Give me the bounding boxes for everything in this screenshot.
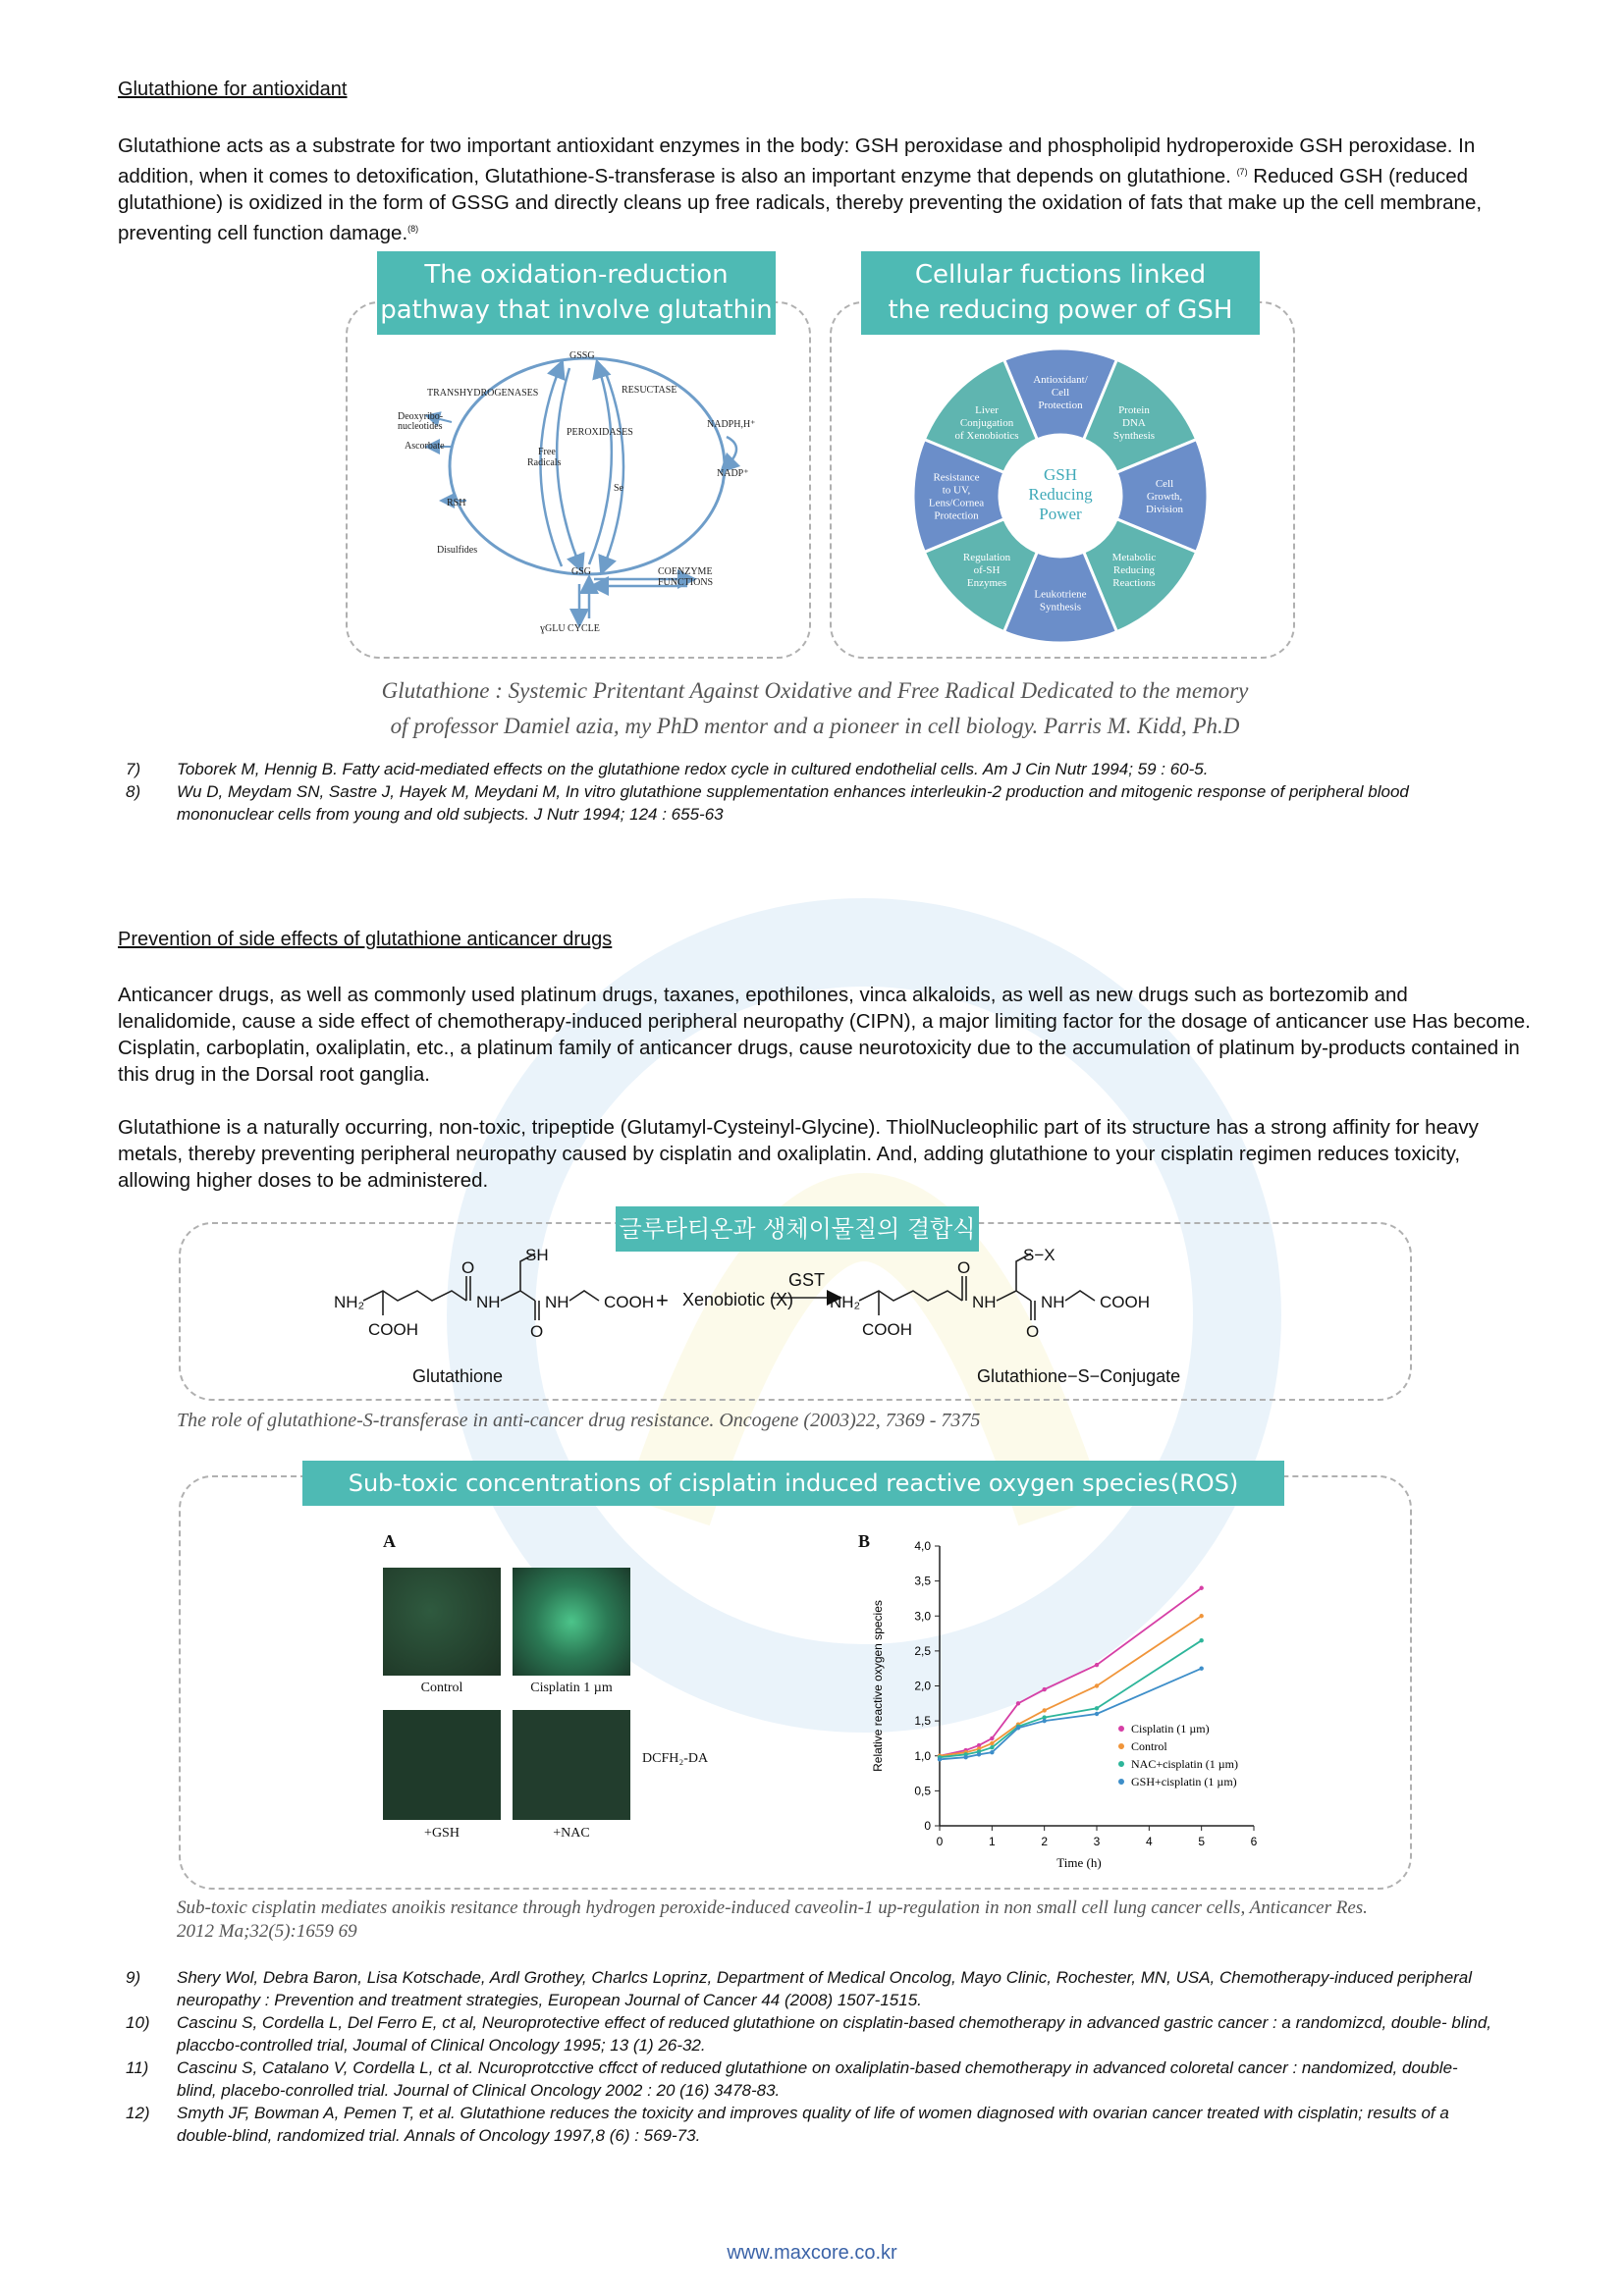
- y-tick-label: 3,0: [914, 1609, 931, 1624]
- wheel-segment-label: Antioxidant/: [1033, 374, 1088, 386]
- wheel-segment-label: Reactions: [1112, 576, 1156, 589]
- reference-item: [126, 758, 1540, 780]
- svg-text:NH₂: NH₂: [334, 1293, 365, 1311]
- wheel-segment-label: Enzymes: [966, 576, 1007, 589]
- wheel-title: Cellular fuctions linked the reducing power of GSH: [861, 251, 1260, 335]
- wheel-segment-label: Regulation: [962, 551, 1011, 563]
- references-1: [126, 758, 1540, 826]
- x-tick-label: 4: [1145, 1835, 1153, 1848]
- redox-cycle-diagram: [393, 339, 785, 643]
- data-point: [938, 1757, 942, 1761]
- reaction-title: 글루타티온과 생체이물질의 결합식: [616, 1206, 979, 1252]
- reference-item: [126, 780, 1540, 826]
- wheel-segment-label: DNA: [1122, 417, 1146, 430]
- wheel-segment-label: Division: [1146, 504, 1183, 515]
- svg-text:NH: NH: [1041, 1293, 1065, 1311]
- svg-text:GSSG: GSSG: [569, 350, 595, 361]
- svg-text:Glutathione−S−Conjugate: Glutathione−S−Conjugate: [977, 1366, 1181, 1386]
- data-point: [963, 1755, 967, 1759]
- reference-text: Wu D, Meydam SN, Sastre J, Hayek M, Meydani M, In vitro glutathione supplementation enhances interleukin-2 production and mitogenic response of peripheral blood mononuclear cells from young and old subjects. J Nutr 1994; 124 : 655-63: [177, 782, 1409, 824]
- img-label-cisplatin: Cisplatin 1 µm: [530, 1681, 613, 1695]
- reference-item: [126, 2011, 1540, 2056]
- reference-text: Cascinu S, Cordella L, Del Ferro E, ct al, Neuroprotective effect of reduced glutathione on cisplatin-based chemotherapy in advanced gastric cancer : a randomizcd, double- blind, placcbo-controlled trial, Joumal of Clinical Oncology 1995; 13 (1) 26-32.: [177, 2013, 1491, 2055]
- reference-item: [126, 2056, 1540, 2102]
- micrograph-gsh: [383, 1710, 501, 1820]
- svg-text:COOH: COOH: [604, 1293, 654, 1311]
- svg-text:O: O: [1026, 1322, 1040, 1341]
- data-point: [990, 1741, 994, 1745]
- reference-number: 7): [126, 760, 141, 778]
- wheel-segment-label: Metabolic: [1111, 551, 1157, 563]
- section2-paragraph-1: Anticancer drugs, as well as commonly used platinum drugs, taxanes, epothilones, vinca alkaloids, as well as new drugs such as bortezomib and lenalidomide, cause a side effect of chemotherapy-induced peripheral neuropathy (CIPN), a major limiting factor for the dosage of anticancer use Has become. Cisplatin, carboplatin, oxaliplatin, etc., a platinum family of anticancer drugs, cause neurotoxicity due to the accumulation of platinum by-products contained in this drug in the Dorsal root ganglia.: [118, 984, 1531, 1086]
- svg-text:O: O: [957, 1258, 971, 1277]
- svg-text:FUNCTIONS: FUNCTIONS: [658, 577, 714, 588]
- reference-number: 9): [126, 1968, 141, 1987]
- svg-text:PEROXIDASES: PEROXIDASES: [567, 427, 633, 438]
- svg-text:Radicals: Radicals: [527, 457, 562, 468]
- reference-text: Cascinu S, Catalano V, Cordella L, ct al. Ncuroprotcctive cffcct of reduced glutathione on oxaliplatin-based chemotherapy in advanced coloretal cancer : nandomized, double-blind, placebo-conrolled trial. Journal of Clinical Oncology 2002 : 20 (16) 3478-83.: [177, 2058, 1458, 2100]
- data-point: [990, 1736, 994, 1740]
- legend-marker: [1118, 1726, 1124, 1732]
- svg-text:NH: NH: [476, 1293, 501, 1311]
- svg-text:nucleotides: nucleotides: [398, 421, 443, 432]
- reference-number: 10): [126, 2013, 150, 2032]
- reference-number: 8): [126, 782, 141, 801]
- wheel-segment-label: Leukotriene: [1034, 588, 1087, 601]
- data-point: [990, 1745, 994, 1749]
- wheel-center-label: GSH: [1043, 465, 1078, 484]
- wheel-segment-label: Cell: [1051, 387, 1070, 399]
- x-tick-label: 5: [1198, 1835, 1206, 1848]
- svg-text:Disulfides: Disulfides: [437, 545, 478, 556]
- micrograph-nac: [513, 1710, 630, 1820]
- data-point: [1042, 1719, 1046, 1723]
- y-axis-label: Relative reactive oxygen species: [871, 1600, 885, 1772]
- micrograph-cisplatin: [513, 1568, 630, 1676]
- svg-text:NH₂: NH₂: [830, 1293, 861, 1311]
- section2-heading: Prevention of side effects of glutathione anticancer drugs: [118, 929, 613, 950]
- svg-text:O: O: [530, 1322, 544, 1341]
- reference-number: 12): [126, 2104, 150, 2122]
- data-point: [1095, 1683, 1099, 1687]
- reference-item: [126, 1966, 1540, 2011]
- wheel-segment-label: Protection: [1038, 400, 1083, 411]
- section2-paragraph-2: Glutathione is a naturally occurring, non-toxic, tripeptide (Glutamyl-Cysteinyl-Glycine). ThiolNucleophilic part of its structure has a strong affinity for heavy metals, thereby preventing peripheral neuropathy caused by cisplatin and oxaliplatin. And, adding glutathione to your cisplatin regimen reduces toxicity, allowing higher doses to be administered.: [118, 1116, 1479, 1192]
- svg-text:GST: GST: [788, 1270, 826, 1290]
- legend-marker: [1118, 1779, 1124, 1785]
- svg-text:O: O: [461, 1258, 475, 1277]
- wheel-segment-label: of-SH: [973, 563, 1001, 576]
- data-point: [1016, 1701, 1020, 1705]
- figure3-caption: Sub-toxic cisplatin mediates anoikis resitance through hydrogen peroxide-induced caveolin-1 up-regulation in non small cell lung cancer cells, Anticancer Res. 2012 Ma;32(5):1659 69: [177, 1897, 1368, 1942]
- svg-text:NADPH,H⁺: NADPH,H⁺: [707, 419, 756, 430]
- data-point: [1016, 1726, 1020, 1730]
- legend-label: GSH+cisplatin (1 µm): [1131, 1775, 1237, 1789]
- img-label-nac: +NAC: [553, 1826, 590, 1841]
- img-label-control: Control: [420, 1681, 463, 1695]
- data-point: [1199, 1614, 1203, 1618]
- svg-text:RSH: RSH: [447, 498, 466, 508]
- dcfh-label: DCFH₂-DA: [642, 1751, 709, 1766]
- legend-label: NAC+cisplatin (1 µm): [1131, 1757, 1239, 1771]
- legend-label: Control: [1131, 1739, 1167, 1753]
- y-tick-label: 2,5: [914, 1643, 931, 1658]
- section1-paragraph: Glutathione acts as a substrate for two important antioxidant enzymes in the body: GSH peroxidase and phospholipid hydroperoxide GSH peroxidase. In addition, when it comes to detoxification, Glutathione-S-transferase is also an important enzyme that depends on glutathione. $^{(7)}$ Reduced GSH (reduced glutathione) is oxidized in the form of GSSG and directly cleans up free radicals, thereby preventing the oxidation of fats that make up the cell membrane, preventing cell function damage.$^{(8)}$: [118, 134, 1483, 244]
- svg-text:NADP⁺: NADP⁺: [717, 468, 749, 479]
- x-axis-label: Time (h): [1056, 1855, 1102, 1870]
- pathway-title: The oxidation-reduction pathway that involve glutathin: [377, 251, 776, 335]
- svg-text:NH: NH: [545, 1293, 569, 1311]
- y-tick-label: 1,0: [914, 1748, 931, 1763]
- ros-line-chart: [864, 1526, 1276, 1870]
- wheel-segment-label: Protection: [934, 509, 979, 522]
- micrograph-control: [383, 1568, 501, 1676]
- x-tick-label: 3: [1093, 1835, 1101, 1848]
- section1-heading: Glutathione for antioxidant: [118, 79, 348, 100]
- legend-label: Cisplatin (1 µm): [1131, 1722, 1210, 1735]
- y-tick-label: 4,0: [914, 1539, 931, 1553]
- img-label-gsh: +GSH: [424, 1826, 460, 1841]
- wheel-segment-label: Conjugation: [959, 417, 1014, 430]
- svg-text:GSG: GSG: [571, 566, 592, 577]
- data-point: [977, 1752, 981, 1756]
- data-point: [1042, 1687, 1046, 1691]
- svg-text:Se: Se: [614, 483, 623, 494]
- gsh-function-wheel: [908, 344, 1213, 648]
- legend-marker: [1118, 1743, 1124, 1749]
- svg-text:NH: NH: [972, 1293, 997, 1311]
- svg-text:Glutathione: Glutathione: [412, 1366, 504, 1386]
- data-point: [1199, 1586, 1203, 1590]
- svg-text:COENZYME: COENZYME: [658, 566, 713, 577]
- wheel-segment-label: Reducing: [1112, 563, 1156, 576]
- y-tick-label: 3,5: [914, 1574, 931, 1588]
- reference-item: [126, 2102, 1540, 2147]
- legend-marker: [1118, 1761, 1124, 1767]
- ros-title: Sub-toxic concentrations of cisplatin induced reactive oxygen species(ROS) generation: [302, 1461, 1284, 1506]
- data-point: [1199, 1638, 1203, 1642]
- x-tick-label: 6: [1250, 1835, 1258, 1848]
- reference-text: Shery Wol, Debra Baron, Lisa Kotschade, Ardl Grothey, Charlcs Loprinz, Department of Medical Oncolog, Mayo Clinic, Rochester, MN, USA, Chemotherapy-induced peripheral neuropathy : Prevention and treatment strategies, European Journal of Cancer 44 (2008) 1507-1515.: [177, 1968, 1473, 2009]
- svg-text:COOH: COOH: [862, 1320, 912, 1339]
- svg-text:+: +: [656, 1288, 669, 1312]
- data-point: [990, 1750, 994, 1754]
- figure2-caption: The role of glutathione-S-transferase in anti-cancer drug resistance. Oncogene (2003)22, 7369 - 7375: [177, 1410, 981, 1431]
- wheel-segment-label: to UV,: [942, 484, 971, 497]
- data-point: [1095, 1706, 1099, 1710]
- svg-text:S−X: S−X: [1023, 1247, 1056, 1264]
- wheel-segment-label: Liver: [975, 404, 999, 417]
- y-tick-label: 2,0: [914, 1679, 931, 1693]
- data-point: [1042, 1708, 1046, 1712]
- svg-text:Free: Free: [538, 447, 556, 457]
- svg-text:COOH: COOH: [1100, 1293, 1150, 1311]
- wheel-center-label: Reducing: [1028, 485, 1093, 504]
- panel-a-label: A: [383, 1531, 396, 1551]
- svg-text:ɣGLU CYCLE: ɣGLU CYCLE: [540, 623, 600, 634]
- reference-text: Toborek M, Hennig B. Fatty acid-mediated effects on the glutathione redox cycle in cultured endothelial cells. Am J Cin Nutr 1994; 59 : 60-5.: [177, 760, 1209, 778]
- footer-website[interactable]: www.maxcore.co.kr: [727, 2242, 897, 2264]
- svg-text:COOH: COOH: [368, 1320, 418, 1339]
- wheel-segment-label: Cell: [1155, 478, 1174, 490]
- reaction-diagram: [324, 1247, 1257, 1394]
- svg-text:Ascorbate: Ascorbate: [405, 441, 445, 452]
- wheel-segment-label: Lens/Cornea: [928, 497, 985, 509]
- wheel-segment-label: Resistance: [933, 471, 980, 484]
- wheel-center-label: Power: [1039, 505, 1082, 523]
- data-point: [1095, 1663, 1099, 1667]
- wheel-segment-label: Synthesis: [1112, 430, 1156, 443]
- reference-number: 11): [126, 2058, 149, 2077]
- y-tick-label: 0,5: [914, 1784, 931, 1798]
- x-tick-label: 1: [988, 1835, 996, 1848]
- panel-b-label: B: [858, 1531, 871, 1551]
- y-tick-label: 0: [924, 1819, 931, 1833]
- svg-text:SH: SH: [525, 1247, 549, 1264]
- svg-text:RESUCTASE: RESUCTASE: [622, 385, 677, 396]
- svg-text:Deoxyribo-: Deoxyribo-: [398, 411, 444, 422]
- x-tick-label: 2: [1041, 1835, 1049, 1848]
- y-tick-label: 1,5: [914, 1714, 931, 1729]
- wheel-segment-label: Growth,: [1146, 491, 1183, 503]
- reference-text: Smyth JF, Bowman A, Pemen T, et al. Glutathione reduces the toxicity and improves quality of life of women diagnosed with ovarian cancer treated with cisplatin; results of a double-blind, randomized trial. Annals of Oncology 1997,8 (6) : 569-73.: [177, 2104, 1449, 2145]
- figure1-caption: Glutathione : Systemic Pritentant Against Oxidative and Free Radical Dedicated to the memory of professor Damiel azia, my PhD mentor and a pioneer in cell biology. Parris M. Kidd, Ph.D: [381, 678, 1249, 738]
- wheel-segment-label: Synthesis: [1039, 601, 1082, 614]
- data-point: [1095, 1712, 1099, 1716]
- svg-text:Xenobiotic (X): Xenobiotic (X): [682, 1290, 794, 1309]
- references-2: [126, 1966, 1540, 2147]
- data-point: [1199, 1666, 1203, 1670]
- wheel-segment-label: of Xenobiotics: [954, 430, 1019, 443]
- svg-text:TRANSHYDROGENASES: TRANSHYDROGENASES: [427, 388, 539, 399]
- x-tick-label: 0: [936, 1835, 944, 1848]
- wheel-segment-label: Protein: [1118, 404, 1150, 417]
